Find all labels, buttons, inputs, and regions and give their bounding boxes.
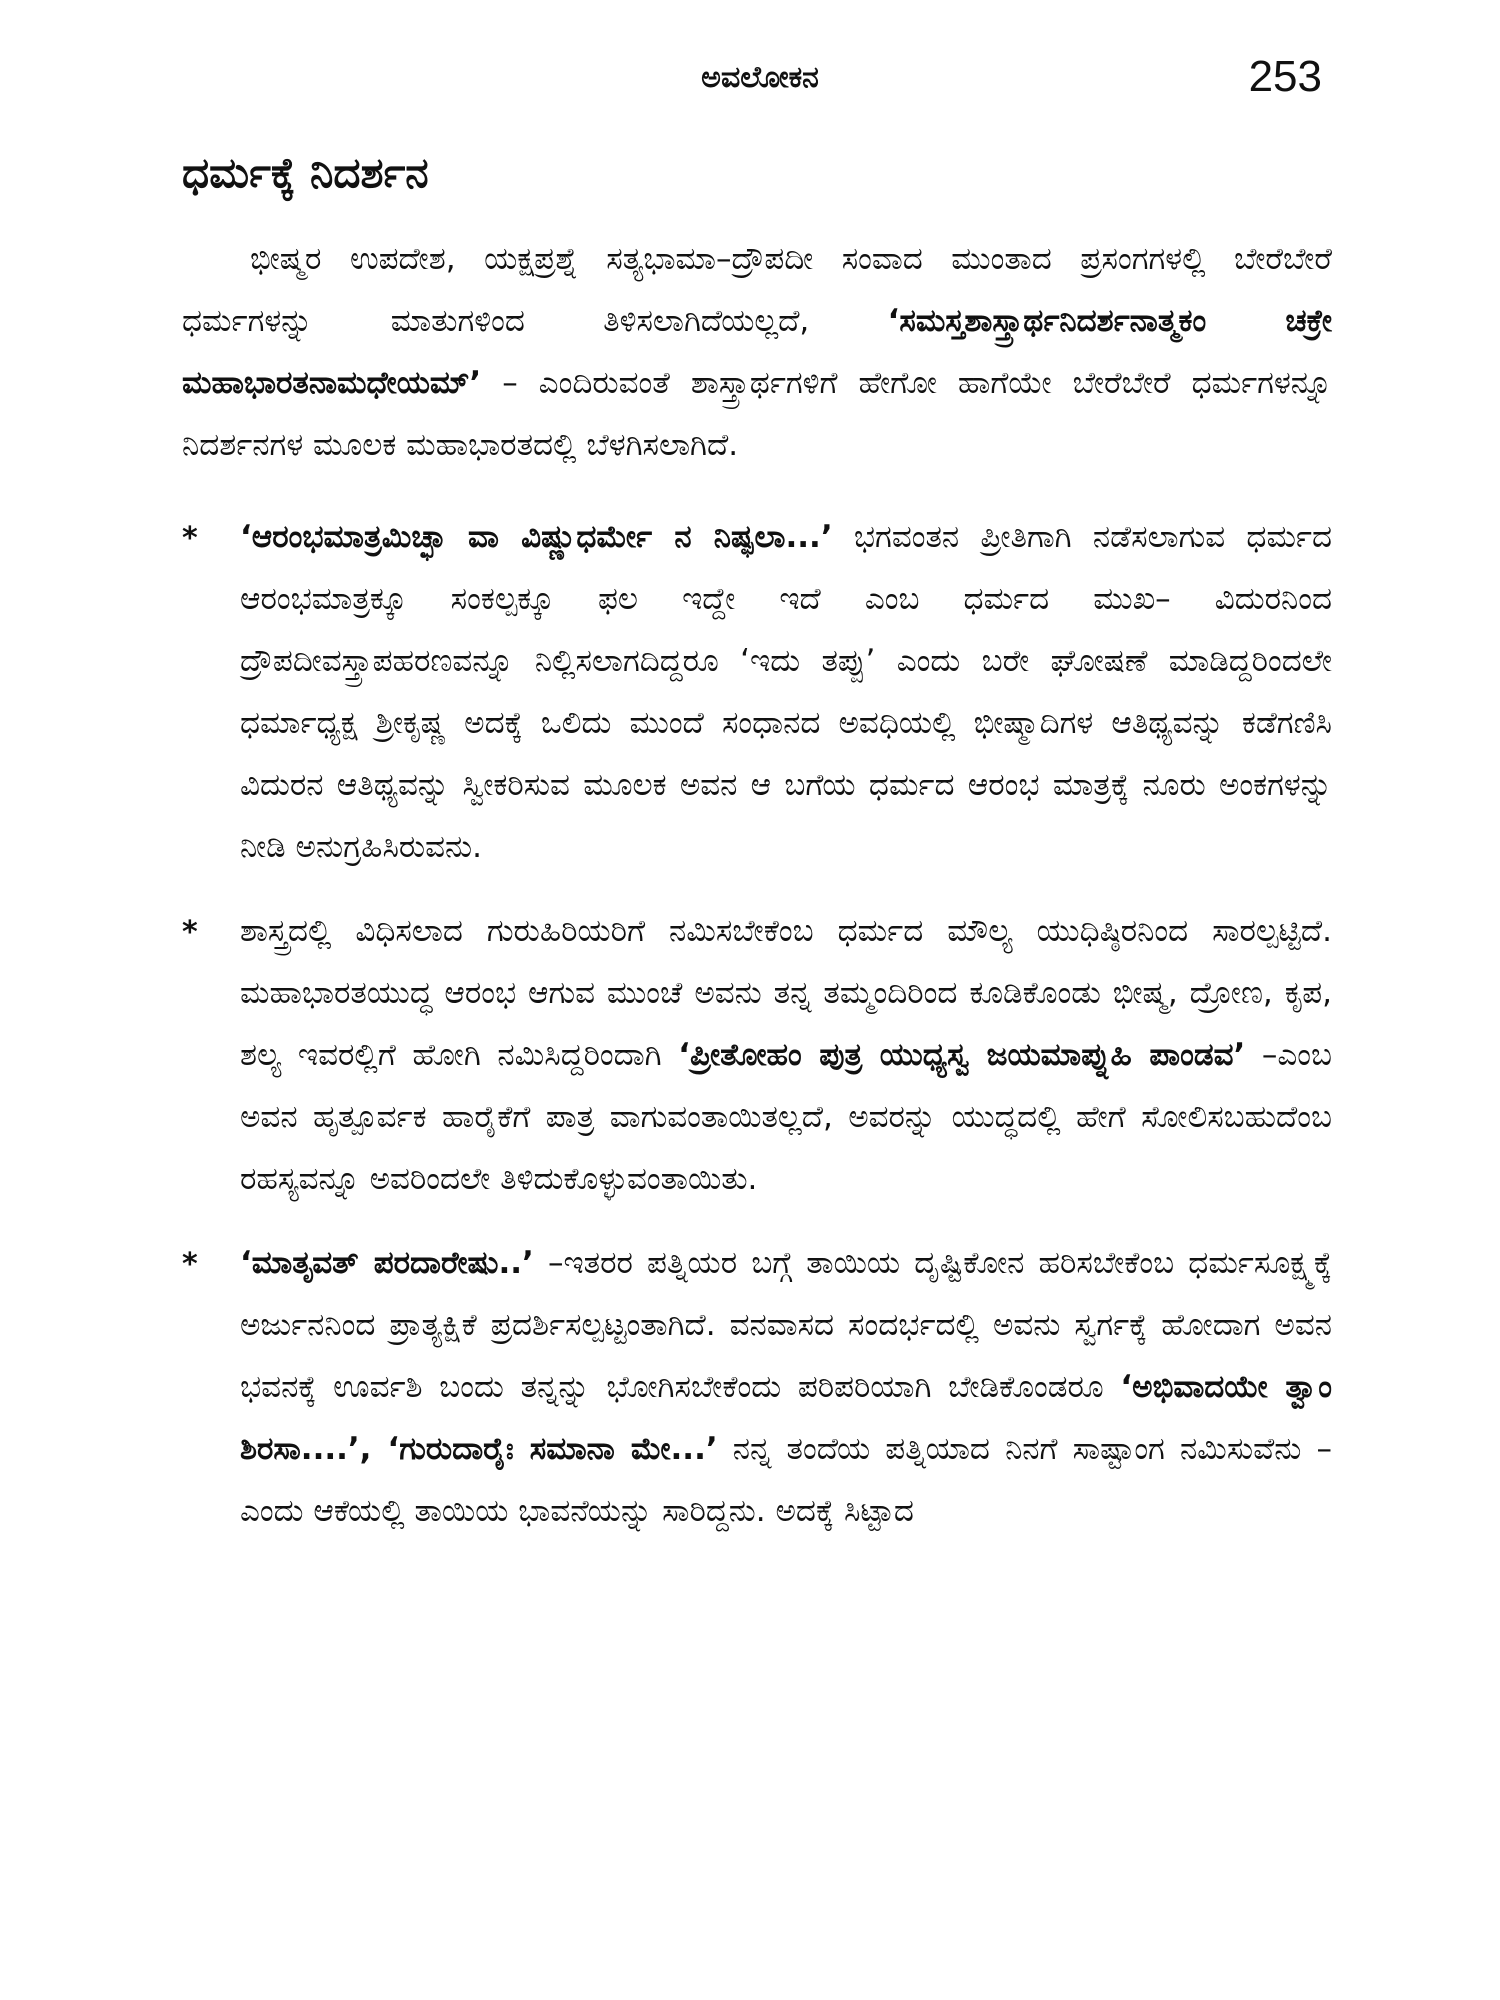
running-header [180,52,1340,112]
list-item [182,1232,1332,1542]
list-item [182,506,1332,878]
item-text: –ಇತರರ ಪತ್ನಿಯರ ಬಗ್ಗೆ ತಾಯಿಯ ದೃಷ್ಟಿಕೋನ ಹರಿಸಬೇಕೆಂಬ ಧರ್ಮಸೂಕ್ಷ್ಮಕ್ಕೆ ಅರ್ಜುನನಿಂದ ಪ್ರಾತ್ಯಕ್ಷಿಕೆ ಪ್ರದರ್ಶಿಸಲ್ಪಟ್ಟಂತಾಗಿದೆ. ವನವಾಸದ ಸಂದರ್ಭದಲ್ಲಿ ಅವನು ಸ್ವರ್ಗಕ್ಕೆ ಹೋದಾಗ ಅವನ ಭವನಕ್ಕೆ ಊರ್ವಶಿ ಬಂದು ತನ್ನನ್ನು ಭೋಗಿಸಬೇಕೆಂದು ಪರಿಪರಿಯಾಗಿ ಬೇಡಿಕೊಂಡರೂ [240,1245,1333,1405]
page-number: 253 [1248,52,1322,101]
intro-text-2: – ಎಂದಿರುವಂತೆ ಶಾಸ್ತ್ರಾರ್ಥಗಳಿಗೆ ಹೇಗೋ ಹಾಗೆಯೇ ಬೇರೆಬೇರೆ ಧರ್ಮಗಳನ್ನೂ ನಿದರ್ಶನಗಳ ಮೂಲಕ ಮಹಾಭಾರತದಲ್ಲಿ ಬೆಳಗಿಸಲಾಗಿದೆ. [182,365,1332,463]
item-text: ನನ್ನ ತಂದೆಯ ಪತ್ನಿಯಾದ ನಿನಗೆ ಸಾಷ್ಟಾಂಗ ನಮಿಸುವೆನು – ಎಂದು ಆಕೆಯಲ್ಲಿ ತಾಯಿಯ ಭಾವನೆಯನ್ನು ಸಾರಿದ್ದನು. ಅದಕ್ಕೆ ಸಿಟ್ಟಾದ [240,1431,1332,1529]
running-title: ಅವಲೋಕನ [701,60,819,95]
item-quote: ‘ಪ್ರೀತೋಹಂ ಪುತ್ರ ಯುಧ್ಯಸ್ವ ಜಯಮಾಪ್ನುಹಿ ಪಾಂಡವ’ [678,1037,1246,1073]
list-item [182,900,1332,1210]
asterisk-bullet-icon: * [182,1247,198,1282]
item-quote: ‘ಆರಂಭಮಾತ್ರಮಿಚ್ಛಾ ವಾ ವಿಷ್ಣುಧರ್ಮೇ ನ ನಿಷ್ಫಲಾ...’ [240,519,833,555]
item-text: –ಎಂಬ ಅವನ ಹೃತ್ಪೂರ್ವಕ ಹಾರೈಕೆಗೆ ಪಾತ್ರ ವಾಗುವಂತಾಯಿತಲ್ಲದೆ, ಅವರನ್ನು ಯುದ್ಧದಲ್ಲಿ ಹೇಗೆ ಸೋಲಿಸಬಹುದೆಂಬ ರಹಸ್ಯವನ್ನೂ ಅವರಿಂದಲೇ ತಿಳಿದುಕೊಳ್ಳುವಂತಾಯಿತು. [240,1037,1333,1197]
asterisk-bullet-icon: * [182,521,198,556]
intro-text-1: ಭೀಷ್ಮರ ಉಪದೇಶ, ಯಕ್ಷಪ್ರಶ್ನೆ ಸತ್ಯಭಾಮಾ–ದ್ರೌಪದೀ ಸಂವಾದ ಮುಂತಾದ ಪ್ರಸಂಗಗಳಲ್ಲಿ ಬೇರೆಬೇರೆ ಧರ್ಮಗಳನ್ನು ಮಾತುಗಳಿಂದ ತಿಳಿಸಲಾಗಿದೆಯಲ್ಲದೆ, [182,241,1332,339]
item-text: ಭಗವಂತನ ಪ್ರೀತಿಗಾಗಿ ನಡೆಸಲಾಗುವ ಧರ್ಮದ ಆರಂಭಮಾತ್ರಕ್ಕೂ ಸಂಕಲ್ಪಕ್ಕೂ ಫಲ ಇದ್ದೇ ಇದೆ ಎಂಬ ಧರ್ಮದ ಮುಖ– ವಿದುರನಿಂದ ದ್ರೌಪದೀವಸ್ತ್ರಾಪಹರಣವನ್ನೂ ನಿಲ್ಲಿಸಲಾಗದಿದ್ದರೂ ‘ಇದು ತಪ್ಪು’ ಎಂದು ಬರೇ ಘೋಷಣೆ ಮಾಡಿದ್ದರಿಂದಲೇ ಧರ್ಮಾಧ್ಯಕ್ಷ ಶ್ರೀಕೃಷ್ಣ ಅದಕ್ಕೆ ಒಲಿದು ಮುಂದೆ ಸಂಧಾನದ ಅವಧಿಯಲ್ಲಿ ಭೀಷ್ಮಾದಿಗಳ ಆತಿಥ್ಯವನ್ನು ಕಡೆಗಣಿಸಿ ವಿದುರನ ಆತಿಥ್ಯವನ್ನು ಸ್ವೀಕರಿಸುವ ಮೂಲಕ ಅವನ ಆ ಬಗೆಯ ಧರ್ಮದ ಆರಂಭ ಮಾತ್ರಕ್ಕೆ ನೂರು ಅಂಕಗಳನ್ನು ನೀಡಿ ಅನುಗ್ರಹಿಸಿರುವನು. [240,519,1333,865]
intro-quote: ‘ಸಮಸ್ತಶಾಸ್ತ್ರಾರ್ಥನಿದರ್ಶನಾತ್ಮಕಂ ಚಕ್ರೇ ಮಹಾಭಾರತನಾಮಧೇಯಮ್’ [182,303,1333,401]
item-quote: ‘ಮಾತೃವತ್ ಪರದಾರೇಷು..’ [240,1245,534,1281]
item-text: ಶಾಸ್ತ್ರದಲ್ಲಿ ವಿಧಿಸಲಾದ ಗುರುಹಿರಿಯರಿಗೆ ನಮಿಸಬೇಕೆಂಬ ಧರ್ಮದ ಮೌಲ್ಯ ಯುಧಿಷ್ಠಿರನಿಂದ ಸಾರಲ್ಪಟ್ಟಿದೆ. ಮಹಾಭಾರತಯುದ್ಧ ಆರಂಭ ಆಗುವ ಮುಂಚೆ ಅವನು ತನ್ನ ತಮ್ಮಂದಿರಿಂದ ಕೂಡಿಕೊಂಡು ಭೀಷ್ಮ, ದ್ರೋಣ, ಕೃಪ, ಶಲ್ಯ ಇವರಲ್ಲಿಗೆ ಹೋಗಿ ನಮಿಸಿದ್ದರಿಂದಾಗಿ [240,913,1332,1073]
example-list [182,506,1332,1542]
item-quote: ‘ಅಭಿವಾದಯೇ ತ್ವಾಂ ಶಿರಸಾ....’, ‘ಗುರುದಾರೈಃ ಸಮಾನಾ ಮೇ...’ [240,1369,1332,1467]
body-text [182,228,1332,1564]
section-title: ಧರ್ಮಕ್ಕೆ ನಿದರ್ಶನ [182,148,429,197]
asterisk-bullet-icon: * [182,915,198,950]
intro-paragraph [182,228,1332,476]
